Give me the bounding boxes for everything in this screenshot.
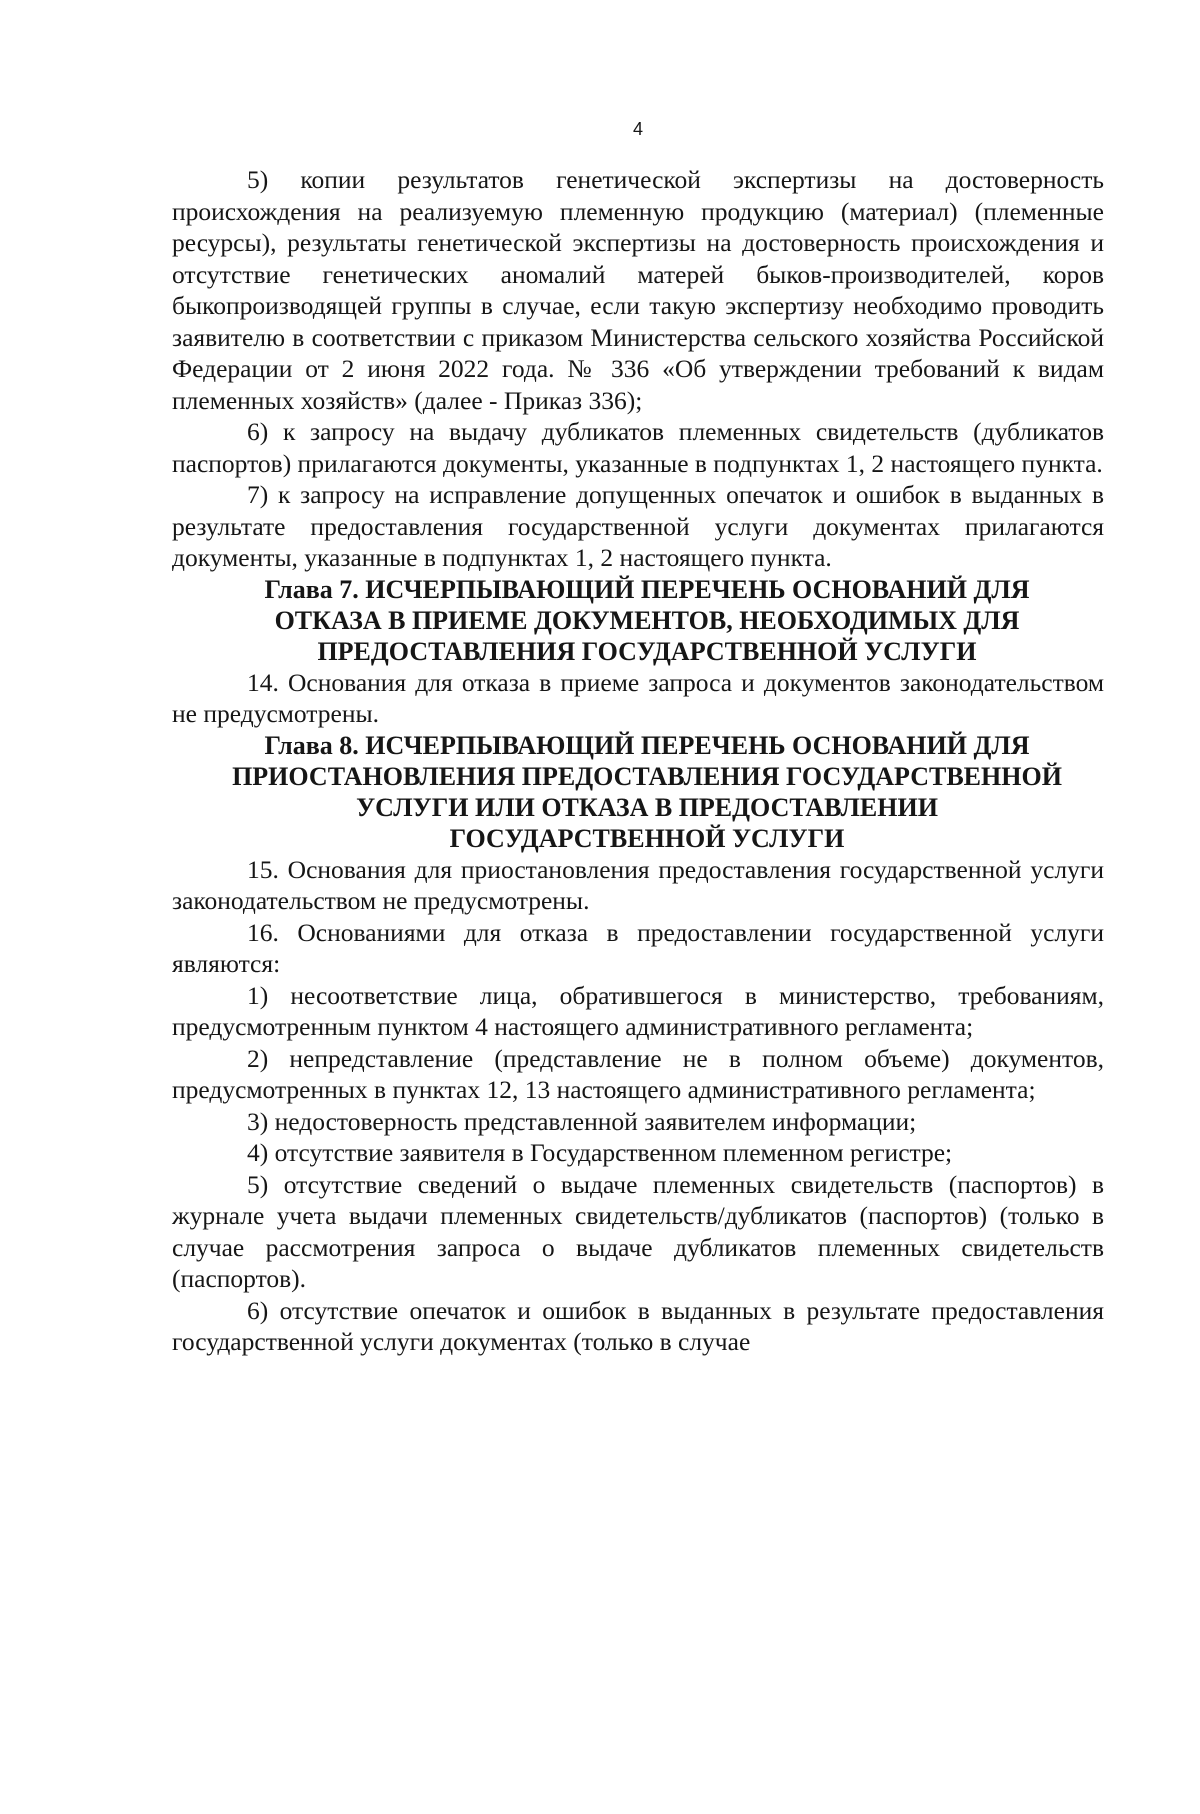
document-page	[172, 118, 1104, 1358]
point-16: 16. Основаниями для отказа в предоставлении государственной услуги являются:	[172, 917, 1104, 978]
ground-6: 6) отсутствие опечаток и ошибок в выданных в результате предоставления государственной услуги документах (только в случае	[172, 1295, 1104, 1356]
chapter-8-line-2: ПРИОСТАНОВЛЕНИЯ ПРЕДОСТАВЛЕНИЯ ГОСУДАРСТВЕННОЙ	[232, 761, 1062, 791]
chapter-7-line-3: ПРЕДОСТАВЛЕНИЯ ГОСУДАРСТВЕННОЙ УСЛУГИ	[317, 636, 977, 666]
point-15: 15. Основания для приостановления предоставления государственной услуги законодательством не предусмотрены.	[172, 854, 1104, 915]
ground-3: 3) недостоверность представленной заявителем информации;	[247, 1106, 917, 1136]
chapter-7-line-2: ОТКАЗА В ПРИЕМЕ ДОКУМЕНТОВ, НЕОБХОДИМЫХ ДЛЯ	[274, 605, 1020, 635]
point-14: 14. Основания для отказа в приеме запроса и документов законодательством не предусмотрены.	[172, 667, 1104, 728]
chapter-8-line-1: Глава 8. ИСЧЕРПЫВАЮЩИЙ ПЕРЕЧЕНЬ ОСНОВАНИЙ ДЛЯ	[264, 730, 1030, 760]
ground-2: 2) непредставление (представление не в полном объеме) документов, предусмотренных в пунктах 12, 13 настоящего административного регламента;	[172, 1043, 1104, 1104]
ground-5: 5) отсутствие сведений о выдаче племенных свидетельств (паспортов) в журнале учета выдачи племенных свидетельств/дубликатов (паспортов) (только в случае рассмотрения запроса о выдаче дубликатов племенных свидетельств (паспортов).	[172, 1169, 1104, 1293]
page-number: 4	[632, 119, 643, 139]
ground-1: 1) несоответствие лица, обратившегося в министерство, требованиям, предусмотренным пунктом 4 настоящего административного регламента;	[172, 980, 1104, 1041]
ground-4: 4) отсутствие заявителя в Государственном племенном регистре;	[247, 1138, 953, 1167]
chapter-8-line-4: ГОСУДАРСТВЕННОЙ УСЛУГИ	[449, 823, 845, 853]
chapter-8-heading	[172, 730, 1104, 854]
chapter-7-line-1: Глава 7. ИСЧЕРПЫВАЮЩИЙ ПЕРЕЧЕНЬ ОСНОВАНИЙ ДЛЯ	[264, 574, 1030, 604]
item-6-duplicate-certificates: 6) к запросу на выдачу дубликатов племенных свидетельств (дубликатов паспортов) прилагаются документы, указанные в подпунктах 1, 2 настоящего пункта.	[172, 417, 1104, 478]
item-5-genetic-expertise: 5) копии результатов генетической экспертизы на достоверность происхождения на реализуемую племенную продукцию (материал) (племенные ресурсы), результаты генетической экспертизы на достоверность происхождения и отсутствие генетических аномалий матерей быков-производителей, коров быкопроизводящей группы в случае, если такую экспертизу необходимо проводить заявителю в соответствии с приказом Министерства сельского хозяйства Российской Федерации от 2 июня 2022 года. № 336 «Об утверждении требований к видам племенных хозяйств» (далее - Приказ 336);	[172, 165, 1104, 415]
chapter-7-heading	[172, 574, 1104, 667]
chapter-8-line-3: УСЛУГИ ИЛИ ОТКАЗА В ПРЕДОСТАВЛЕНИИ	[356, 792, 938, 822]
item-7-error-correction: 7) к запросу на исправление допущенных опечаток и ошибок в выданных в результате предоставления государственной услуги документах прилагаются документы, указанные в подпунктах 1, 2 настоящего пункта.	[172, 480, 1104, 572]
